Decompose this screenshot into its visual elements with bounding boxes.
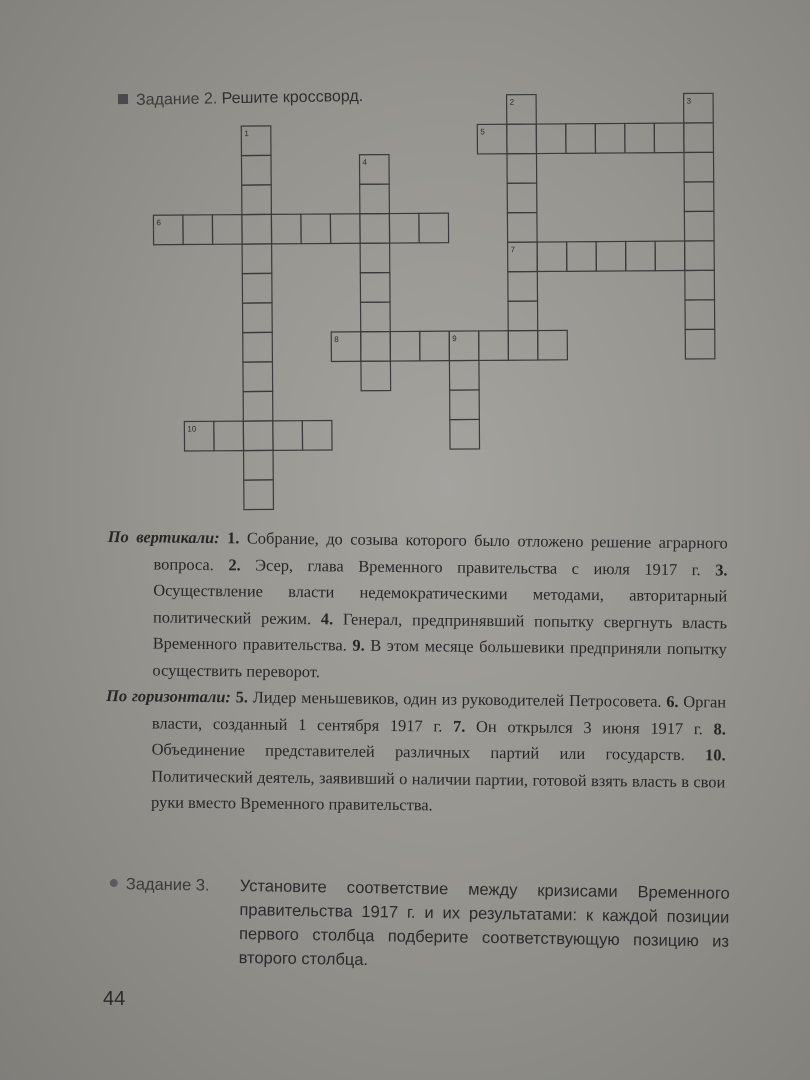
crossword-cell[interactable]	[449, 360, 479, 390]
crossword-number-6: 6	[156, 218, 161, 228]
crossword-cell[interactable]	[244, 480, 274, 510]
crossword-cell[interactable]	[566, 124, 596, 154]
clues-down	[106, 524, 728, 689]
clue-text: Орган власти, созданный 1 сентября 1917 г.	[151, 692, 727, 736]
crossword-cell[interactable]	[243, 421, 273, 451]
crossword-number-2: 2	[509, 97, 515, 107]
crossword-cell[interactable]	[361, 361, 391, 391]
clues-down-label: По вертикали:	[107, 526, 220, 548]
crossword-cell[interactable]	[626, 241, 656, 271]
crossword-cell[interactable]	[625, 123, 655, 153]
crossword-number-9: 9	[452, 334, 457, 344]
crossword-cell[interactable]	[389, 213, 419, 243]
crossword-cell[interactable]	[330, 214, 360, 244]
crossword-cell[interactable]	[241, 155, 271, 185]
crossword-cell[interactable]	[212, 215, 242, 245]
crossword-cell[interactable]	[450, 419, 480, 449]
clue-number: 10.	[705, 745, 726, 765]
crossword-cell[interactable]	[508, 331, 538, 361]
crossword-cell[interactable]	[360, 243, 390, 273]
crossword-cell[interactable]	[242, 214, 272, 244]
task-2-label: Задание 2.	[135, 90, 218, 109]
crossword-cell[interactable]	[243, 303, 273, 333]
crossword-cell[interactable]	[684, 211, 714, 241]
crossword-cell[interactable]	[685, 300, 715, 330]
crossword-number-4: 4	[362, 157, 368, 167]
crossword-cell[interactable]	[361, 332, 391, 362]
crossword-cell[interactable]	[243, 362, 273, 392]
page-number: 44	[103, 988, 126, 1010]
crossword-cell[interactable]	[507, 154, 537, 184]
crossword-cell[interactable]	[450, 390, 480, 420]
task-3-label: Задание 3.	[125, 875, 210, 895]
crossword-cell[interactable]	[684, 182, 714, 212]
crossword-cell[interactable]	[596, 241, 626, 271]
crossword-cell[interactable]	[360, 214, 390, 244]
crossword-cell[interactable]	[685, 329, 715, 359]
crossword-cell[interactable]	[508, 301, 538, 331]
crossword-number-1: 1	[244, 129, 249, 139]
crossword-cell[interactable]	[419, 213, 449, 243]
crossword-cell[interactable]	[536, 124, 566, 154]
crossword-cell[interactable]	[508, 272, 538, 302]
crossword-cell[interactable]	[567, 242, 597, 272]
crossword-number-3: 3	[686, 96, 692, 106]
clue-number: 1.	[227, 528, 240, 548]
clues-section	[105, 524, 728, 822]
crossword-cell[interactable]	[214, 421, 244, 451]
clue-text: Собрание, до созыва которого было отложено решение аграрного вопроса.	[153, 528, 728, 574]
round-bullet-icon	[110, 879, 118, 887]
crossword-cell[interactable]	[302, 420, 332, 450]
clue-text: Генерал, предпринявший попытку свергнуть власть Временного правительства.	[152, 608, 728, 655]
crossword-number-10: 10	[187, 424, 197, 434]
crossword-cell[interactable]	[242, 185, 272, 215]
task-3	[108, 872, 729, 978]
clues-across-label: По горизонтали:	[106, 685, 231, 707]
clue-text: Эсер, глава Временного правительства с июля 1917 г.	[255, 555, 701, 579]
crossword-cell[interactable]	[654, 123, 684, 153]
crossword-cell[interactable]	[242, 273, 272, 303]
crossword-cell[interactable]	[685, 241, 715, 271]
clue-text: Осуществление власти недемократическими методами, авторитарный политический режим.	[152, 580, 728, 628]
crossword-cell[interactable]	[360, 184, 390, 214]
crossword-cell[interactable]	[390, 331, 420, 361]
crossword-number-8: 8	[334, 334, 339, 344]
clue-number: 8.	[713, 718, 726, 738]
crossword-number-7: 7	[510, 245, 516, 255]
crossword-cell[interactable]	[507, 213, 537, 243]
crossword-cell[interactable]	[420, 331, 450, 361]
clue-number: 4.	[320, 608, 334, 628]
clue-number: 6.	[666, 691, 679, 711]
crossword-cell[interactable]	[538, 330, 568, 360]
clue-text: Политический деятель, заявивший о наличии партии, готовой взять власть в свои руки вместо Временного правительства.	[150, 765, 726, 815]
crossword-cell[interactable]	[273, 421, 303, 451]
crossword-cell[interactable]	[684, 152, 714, 182]
clue-number: 7.	[452, 716, 466, 736]
crossword-cell[interactable]	[271, 214, 301, 244]
crossword-cell[interactable]	[507, 124, 537, 154]
crossword-cell[interactable]	[360, 273, 390, 303]
clue-number: 3.	[715, 559, 728, 579]
crossword-cell[interactable]	[507, 183, 537, 213]
crossword-cell[interactable]	[655, 241, 685, 271]
clue-number: 9.	[352, 635, 365, 655]
crossword-cell[interactable]	[243, 332, 273, 362]
crossword-cell[interactable]	[479, 331, 509, 361]
clue-text: Он открылся 3 июня 1917 г.	[476, 716, 703, 738]
crossword-cell[interactable]	[183, 215, 213, 245]
crossword-cell[interactable]	[301, 214, 331, 244]
clue-number: 5.	[235, 687, 249, 707]
crossword-cell[interactable]	[595, 123, 625, 153]
crossword-cell[interactable]	[361, 302, 391, 332]
clue-number: 2.	[228, 554, 241, 574]
task-3-text: Установите соответствие между кризисами Временного правительства 1917 г. и их результатами: к каждой позиции первого столбца подберите соответствующую позицию из второго столбца.	[238, 877, 730, 970]
clues-across	[105, 683, 726, 822]
crossword-cell[interactable]	[244, 450, 274, 480]
clue-text: Лидер меньшевиков, один из руководителей Петросовета.	[252, 687, 662, 711]
crossword-number-5: 5	[480, 127, 485, 137]
crossword-cell[interactable]	[537, 242, 567, 272]
clue-text: В этом месяце большевики предприняли попытку осуществить переворот.	[152, 635, 727, 681]
crossword-cell[interactable]	[685, 270, 715, 300]
crossword-cell[interactable]	[243, 391, 273, 421]
crossword-grid	[0, 0, 810, 520]
task-3-heading	[110, 872, 210, 898]
crossword-cell[interactable]	[684, 123, 714, 153]
task-2-text: Решите кроссворд.	[221, 87, 364, 108]
crossword-cell[interactable]	[242, 244, 272, 274]
clue-text: Объединение представителей различных партий или государств.	[151, 739, 685, 765]
